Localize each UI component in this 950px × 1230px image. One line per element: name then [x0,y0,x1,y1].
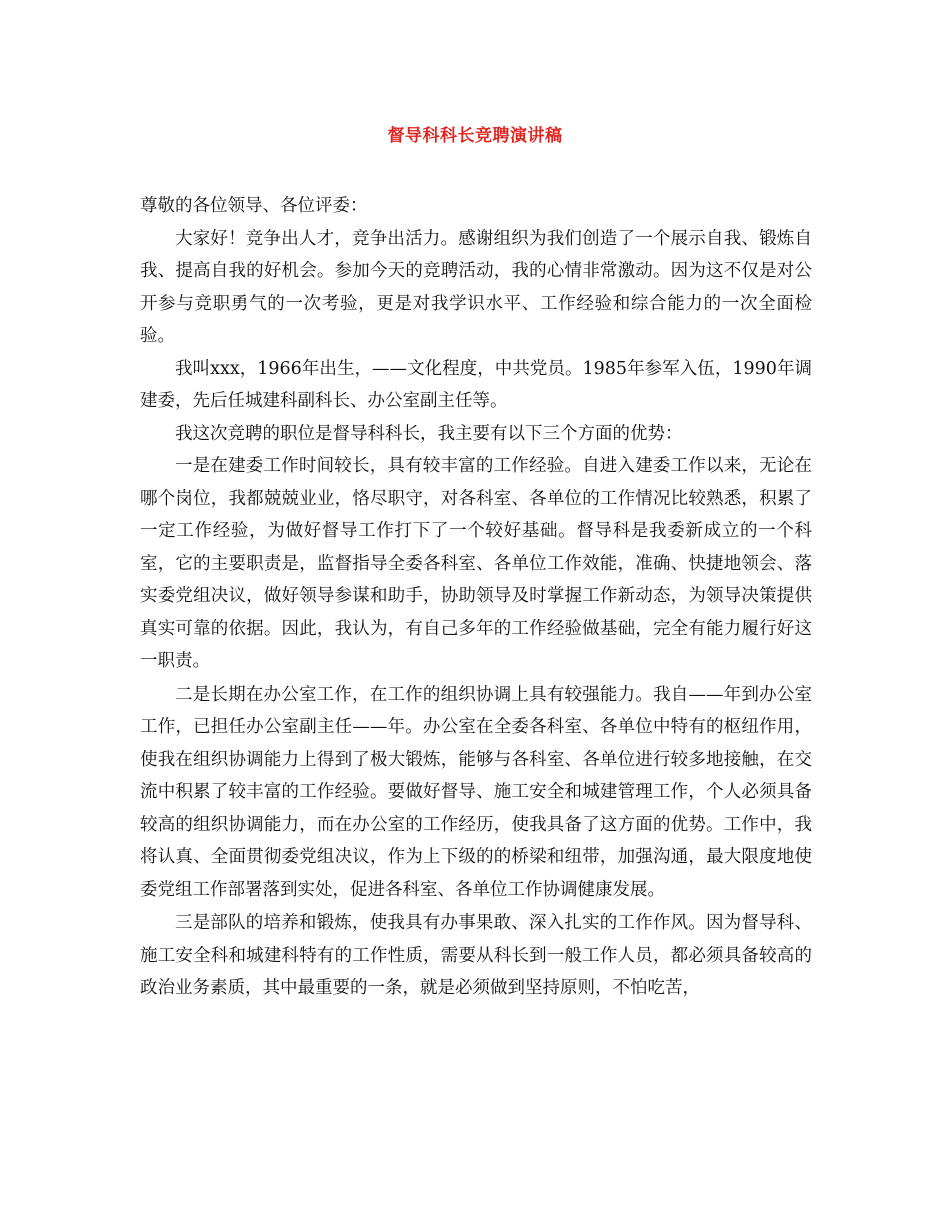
paragraph-advantage-three: 三是部队的培养和锻炼，使我具有办事果敢、深入扎实的工作作风。因为督导科、施工安全科和城建科特有的工作性质，需要从科长到一般工作人员，都必须具备较高的政治业务素质，其中最重要的一条，就是必须做到坚持原则，不怕吃苦， [140,913,812,998]
paragraph-greeting: 大家好！竞争出人才，竞争出活力。感谢组织为我们创造了一个展示自我、锻炼自我、提高自我的好机会。参加今天的竞聘活动，我的心情非常激动。因为这不仅是对公开参与竞职勇气的一次考验，更是对我学识水平、工作经验和综合能力的一次全面检验。 [140,228,812,346]
document-body [140,190,812,1005]
page-title: 督导科科长竞聘演讲稿 [387,126,563,146]
paragraph-self-introduction: 我叫xxx，1966年出生，——文化程度，中共党员。1985年参军入伍，1990年调建委，先后任城建科副科长、办公室副主任等。 [140,358,812,411]
salutation: 尊敬的各位领导、各位评委： [140,196,368,216]
paragraph-position-statement: 我这次竞聘的职位是督导科科长，我主要有以下三个方面的优势： [175,423,683,444]
paragraph-advantage-two: 二是长期在办公室工作，在工作的组织协调上具有较强能力。我自——年到办公室工作，已担任办公室副主任——年。办公室在全委各科室、各单位中特有的枢纽作用，使我在组织协调能力上得到了极大锻炼，能够与各科室、各单位进行较多地接触，在交流中积累了较丰富的工作经验。要做好督导、施工安全和城建管理工作，个人必须具备较高的组织协调能力，而在办公室的工作经历，使我具备了这方面的优势。工作中，我将认真、全面贯彻委党组决议，作为上下级的的桥梁和纽带，加强沟通，最大限度地使委党组工作部署落到实处，促进各科室、各单位工作协调健康发展。 [140,684,812,900]
paragraph-advantage-one: 一是在建委工作时间较长，具有较丰富的工作经验。自进入建委工作以来，无论在哪个岗位，我都兢兢业业，恪尽职守，对各科室、各单位的工作情况比较熟悉，积累了一定工作经验，为做好督导工作打下了一个较好基础。督导科是我委新成立的一个科室，它的主要职责是，监督指导全委各科室、各单位工作效能，准确、快捷地领会、落实委党组决议，做好领导参谋和助手，协助领导及时掌握工作新动态，为领导决策提供真实可靠的依据。因此，我认为，有自己多年的工作经验做基础，完全有能力履行好这一职责。 [140,456,812,671]
